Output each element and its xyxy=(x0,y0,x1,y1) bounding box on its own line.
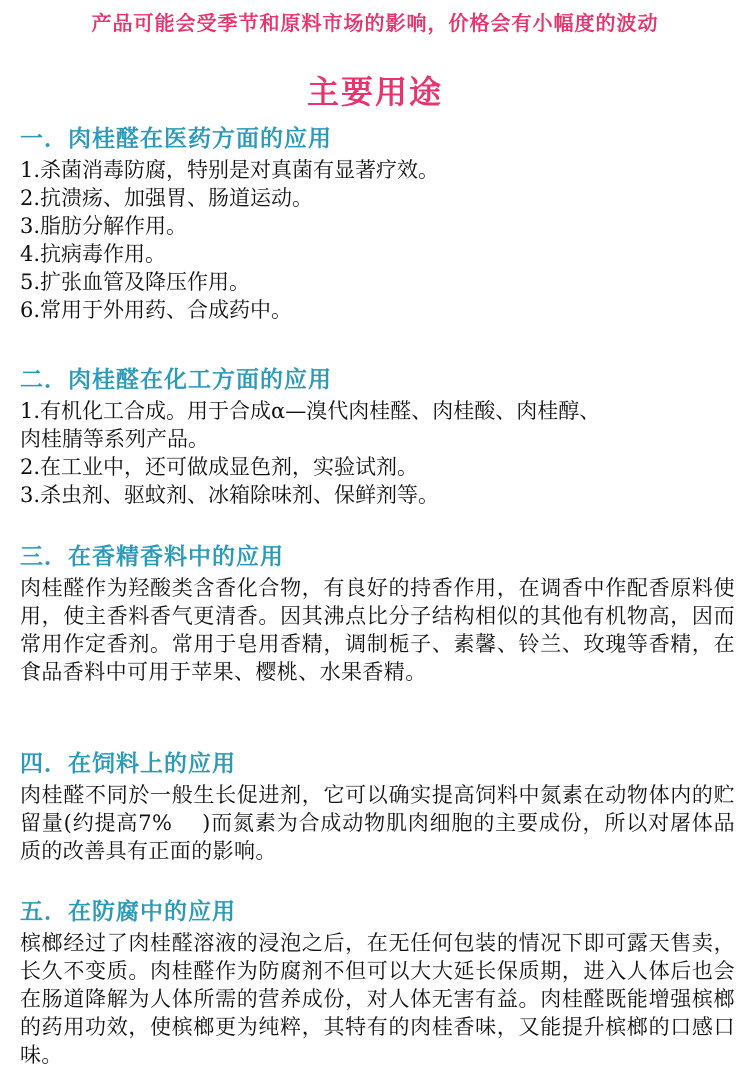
section-heading: 三．在香精香料中的应用 xyxy=(20,544,284,570)
section-heading: 四．在饲料上的应用 xyxy=(20,751,236,777)
section-chemical xyxy=(20,365,735,509)
section-heading: 二．肉桂醛在化工方面的应用 xyxy=(20,367,332,393)
section-paragraph: 槟榔经过了肉桂醛溶液的浸泡之后，在无任何包装的情况下即可露天售卖，长久不变质。肉桂醛作为防腐剂不但可以大大延长保质期，进入人体后也会在肠道降解为人体所需的营养成份，对人体无害有益。肉桂醛既能增强槟榔的药用功效，使槟榔更为纯粹，其特有的肉桂香味，又能提升槟榔的口感口味。 xyxy=(20,931,735,1067)
list-item: 肉桂腈等系列产品。 xyxy=(20,427,209,451)
list-item: 6.常用于外用药、合成药中。 xyxy=(20,298,293,322)
section-fragrance xyxy=(20,542,735,686)
list-item: 5.扩张血管及降压作用。 xyxy=(20,270,251,294)
list-item: 3.杀虫剂、驱蚊剂、冰箱除味剂、保鲜剂等。 xyxy=(20,483,440,507)
page-title: 主要用途 xyxy=(306,73,443,111)
list-item: 4.抗病毒作用。 xyxy=(20,242,167,266)
list-item: 1.有机化工合成。用于合成α—溴代肉桂醛、肉桂酸、肉桂醇、 xyxy=(20,399,601,423)
price-notice: 产品可能会受季节和原料市场的影响，价格会有小幅度的波动 xyxy=(91,11,659,35)
section-paragraph: 肉桂醛不同於一般生长促进剂，它可以确实提高饲料中氮素在动物体内的贮留量(约提高7% )而氮素为合成动物肌肉细胞的主要成份，所以对屠体品质的改善具有正面的影响。 xyxy=(20,783,735,863)
list-item: 2.抗溃疡、加强胃、肠道运动。 xyxy=(20,186,314,210)
section-medicine xyxy=(20,124,735,324)
list-item: 3.脂肪分解作用。 xyxy=(20,214,188,238)
section-heading: 一．肉桂醛在医药方面的应用 xyxy=(20,126,332,152)
section-preservative xyxy=(20,897,735,1069)
section-feed xyxy=(20,749,735,865)
section-paragraph: 肉桂醛作为羟酸类含香化合物，有良好的持香作用，在调香中作配香原料使用，使主香料香气更清香。因其沸点比分子结构相似的其他有机物高，因而常用作定香剂。常用于皂用香精，调制栀子、素馨、铃兰、玫瑰等香精，在食品香料中可用于苹果、樱桃、水果香精。 xyxy=(20,576,735,684)
section-heading: 五．在防腐中的应用 xyxy=(20,899,236,925)
list-item: 1.杀菌消毒防腐，特别是对真菌有显著疗效。 xyxy=(20,158,440,182)
list-item: 2.在工业中，还可做成显色剂，实验试剂。 xyxy=(20,455,419,479)
